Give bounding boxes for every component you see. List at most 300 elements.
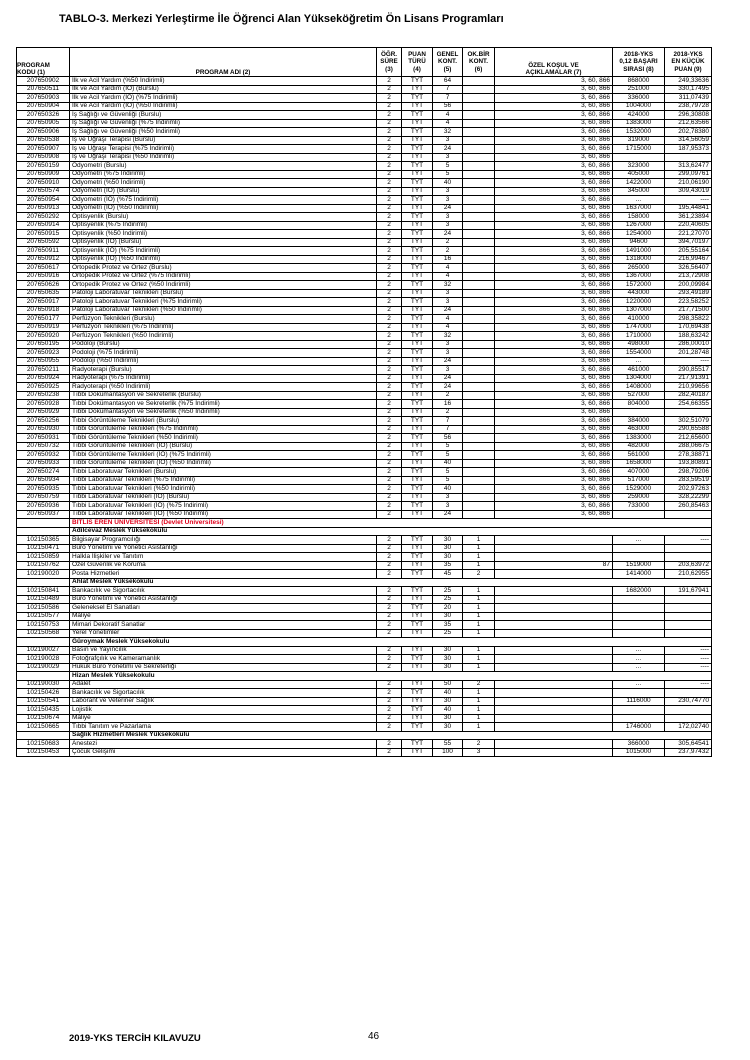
cell-score-type: TYT — [402, 663, 433, 672]
cell-program-name: Optisyenlik (İÖ) (%75 İndirimli) — [70, 247, 377, 256]
cell-min-score: 237,97432 — [665, 748, 712, 757]
cell-program-name: Tıbbi Görüntüleme Teknikleri (İÖ) (%50 İndirimli) — [70, 459, 377, 468]
cell-general-quota: 3 — [433, 187, 463, 196]
cell-ob-quota: 1 — [463, 604, 495, 613]
table-row — [17, 536, 712, 545]
cell-conditions: 3, 60, 866 — [495, 196, 613, 205]
cell-score-type: TYT — [402, 332, 433, 341]
cell-program-code: 207650909 — [17, 170, 70, 179]
cell-conditions — [495, 706, 613, 715]
table-row — [17, 595, 712, 604]
cell-program-code: 207650732 — [17, 442, 70, 451]
cell-ob-quota: 2 — [463, 570, 495, 579]
cell-general-quota: 3 — [433, 213, 463, 222]
cell-program-name: Odyometri (İÖ) (%75 İndirimli) — [70, 196, 377, 205]
cell-general-quota: 7 — [433, 94, 463, 103]
cell-duration: 2 — [377, 612, 402, 621]
cell-min-score: 195,44841 — [665, 204, 712, 213]
cell-duration: 2 — [377, 570, 402, 579]
table-row — [17, 94, 712, 103]
cell-score-type: TYT — [402, 706, 433, 715]
cell-ob-quota: 2 — [463, 680, 495, 689]
cell-program-name: Ortopedik Protez ve Ortez (%50 İndirimli) — [70, 281, 377, 290]
cell-program-code: 207650931 — [17, 434, 70, 443]
cell-general-quota: 55 — [433, 740, 463, 749]
cell-conditions: 3, 60, 866 — [495, 451, 613, 460]
cell-min-score: 260,85463 — [665, 502, 712, 511]
cell-program-name: Podoloji (%75 İndirimli) — [70, 349, 377, 358]
cell-general-quota: 3 — [433, 221, 463, 230]
cell-ob-quota — [463, 485, 495, 494]
cell-duration: 2 — [377, 170, 402, 179]
cell-min-score: 305,64541 — [665, 740, 712, 749]
cell-program-code: 102190020 — [17, 570, 70, 579]
cell-min-score: 203,63972 — [665, 561, 712, 570]
cell-duration: 2 — [377, 493, 402, 502]
cell-min-score: 288,06675 — [665, 442, 712, 451]
cell-conditions: 3, 60, 866 — [495, 213, 613, 222]
cell-program-name: Tıbbi Görüntüleme Teknikleri (%50 İndirimli) — [70, 434, 377, 443]
cell-program-code: 102150489 — [17, 595, 70, 604]
table-row — [17, 153, 712, 162]
cell-general-quota: 30 — [433, 536, 463, 545]
cell-general-quota: 35 — [433, 621, 463, 630]
cell-general-quota: 5 — [433, 451, 463, 460]
cell-duration: 2 — [377, 145, 402, 154]
cell-ob-quota — [463, 230, 495, 239]
cell-score-type: TYT — [402, 748, 433, 757]
table-row — [17, 425, 712, 434]
cell-duration: 2 — [377, 221, 402, 230]
cell-program-name: Mimari Dekoratif Sanatlar — [70, 621, 377, 630]
cell-min-score: 249,33636 — [665, 77, 712, 86]
cell-program-name: Bankacılık ve Sigortacılık — [70, 587, 377, 596]
cell-min-score: ---- — [665, 196, 712, 205]
cell-score-type: TYT — [402, 298, 433, 307]
cell-ob-quota: 1 — [463, 697, 495, 706]
cell-min-score: 191,67941 — [665, 587, 712, 596]
cell-rank: ... — [613, 680, 665, 689]
cell-program-name: Halkla İlişkiler ve Tanıtım — [70, 553, 377, 562]
cell-program-name: İlk ve Acil Yardım (İÖ) (%75 İndirimli) — [70, 94, 377, 103]
cell-rank: ... — [613, 655, 665, 664]
cell-min-score — [665, 553, 712, 562]
cell-general-quota: 32 — [433, 332, 463, 341]
table-row — [17, 187, 712, 196]
cell-score-type: TYT — [402, 179, 433, 188]
table-row — [17, 391, 712, 400]
cell-program-code: 102150568 — [17, 629, 70, 638]
cell-rank — [613, 510, 665, 519]
cell-program-name: Laborant ve Veteriner Sağlık — [70, 697, 377, 706]
cell-conditions: 3, 60, 866 — [495, 179, 613, 188]
table-row — [17, 119, 712, 128]
cell-general-quota: 25 — [433, 587, 463, 596]
cell-program-code: 207650917 — [17, 298, 70, 307]
cell-program-code: 207650159 — [17, 162, 70, 171]
cell-conditions: 3, 60, 866 — [495, 468, 613, 477]
cell-score-type: TYT — [402, 238, 433, 247]
cell-rank — [613, 629, 665, 638]
cell-conditions: 3, 60, 866 — [495, 391, 613, 400]
cell-score-type: TYT — [402, 145, 433, 154]
table-row — [17, 230, 712, 239]
cell-duration: 2 — [377, 629, 402, 638]
table-row — [17, 451, 712, 460]
cell-rank: 498000 — [613, 340, 665, 349]
cell-program-name: Podoloji (%50 İndirimli) — [70, 357, 377, 366]
table-row — [17, 400, 712, 409]
cell-conditions — [495, 663, 613, 672]
cell-conditions — [495, 604, 613, 613]
table-row — [17, 646, 712, 655]
cell-min-score: 394,70197 — [665, 238, 712, 247]
cell-ob-quota — [463, 213, 495, 222]
cell-general-quota: 30 — [433, 663, 463, 672]
cell-score-type: TYT — [402, 697, 433, 706]
cell-general-quota: 30 — [433, 646, 463, 655]
cell-score-type: TYT — [402, 119, 433, 128]
cell-ob-quota — [463, 289, 495, 298]
cell-ob-quota — [463, 434, 495, 443]
cell-score-type: TYT — [402, 612, 433, 621]
cell-duration: 2 — [377, 408, 402, 417]
cell-min-score: ---- — [665, 357, 712, 366]
cell-min-score: 293,49189 — [665, 289, 712, 298]
cell-score-type: TYT — [402, 646, 433, 655]
cell-program-name: Optisyenlik (İÖ) (%50 İndirimli) — [70, 255, 377, 264]
cell-program-code: 207650292 — [17, 213, 70, 222]
cell-rank: ... — [613, 663, 665, 672]
cell-conditions — [495, 587, 613, 596]
cell-rank: 1658000 — [613, 459, 665, 468]
cell-program-code: 207650916 — [17, 272, 70, 281]
cell-ob-quota — [463, 264, 495, 273]
cell-rank: 1747000 — [613, 323, 665, 332]
cell-conditions: 3, 60, 866 — [495, 247, 613, 256]
cell-conditions — [495, 748, 613, 757]
cell-blank — [17, 672, 70, 681]
cell-score-type: TYT — [402, 425, 433, 434]
table-row — [17, 612, 712, 621]
cell-rank: 1710000 — [613, 332, 665, 341]
cell-ob-quota — [463, 332, 495, 341]
cell-rank: 1746000 — [613, 723, 665, 732]
cell-program-code: 102150586 — [17, 604, 70, 613]
cell-duration: 2 — [377, 663, 402, 672]
cell-duration: 2 — [377, 536, 402, 545]
cell-ob-quota — [463, 493, 495, 502]
cell-score-type: TYT — [402, 306, 433, 315]
cell-conditions — [495, 689, 613, 698]
cell-rank: 1004000 — [613, 102, 665, 111]
cell-ob-quota — [463, 145, 495, 154]
cell-rank — [613, 621, 665, 630]
cell-program-code: 102150365 — [17, 536, 70, 545]
cell-rank: 1318000 — [613, 255, 665, 264]
cell-general-quota: 24 — [433, 383, 463, 392]
cell-rank: ... — [613, 196, 665, 205]
cell-score-type: TYT — [402, 315, 433, 324]
cell-rank: 561000 — [613, 451, 665, 460]
cell-general-quota: 24 — [433, 230, 463, 239]
cell-min-score: ---- — [665, 680, 712, 689]
cell-duration: 2 — [377, 340, 402, 349]
cell-conditions: 3, 60, 866 — [495, 502, 613, 511]
cell-score-type: TYT — [402, 247, 433, 256]
cell-duration: 2 — [377, 366, 402, 375]
table-row — [17, 434, 712, 443]
cell-program-code: 102190029 — [17, 663, 70, 672]
cell-general-quota: 2 — [433, 391, 463, 400]
cell-program-name: Büro Yönetimi ve Yönetici Asistanlığı — [70, 544, 377, 553]
cell-general-quota: 7 — [433, 417, 463, 426]
cell-duration: 2 — [377, 553, 402, 562]
cell-duration: 2 — [377, 102, 402, 111]
cell-min-score: 223,58252 — [665, 298, 712, 307]
cell-score-type: TYT — [402, 357, 433, 366]
cell-min-score: 213,72908 — [665, 272, 712, 281]
table-row — [17, 179, 712, 188]
cell-ob-quota — [463, 94, 495, 103]
cell-rank — [613, 553, 665, 562]
cell-min-score: 309,43019 — [665, 187, 712, 196]
cell-rank: 410000 — [613, 315, 665, 324]
cell-program-name: Hukuk Büro Yönetimi ve Sekreterliği — [70, 663, 377, 672]
cell-ob-quota — [463, 196, 495, 205]
cell-score-type: TYT — [402, 94, 433, 103]
cell-min-score: 286,00010 — [665, 340, 712, 349]
cell-general-quota: 35 — [433, 561, 463, 570]
cell-duration: 2 — [377, 315, 402, 324]
cell-duration: 2 — [377, 128, 402, 137]
school-row — [17, 672, 712, 681]
table-row — [17, 128, 712, 137]
cell-program-name: Özel Güvenlik ve Koruma — [70, 561, 377, 570]
cell-program-code: 102190030 — [17, 680, 70, 689]
cell-general-quota: 2 — [433, 408, 463, 417]
cell-program-name: Tıbbi Dokümantasyon ve Sekreterlik (%50 İndirimli) — [70, 408, 377, 417]
cell-program-name: Radyoterapi (%50 İndirimli) — [70, 383, 377, 392]
cell-general-quota: 3 — [433, 340, 463, 349]
cell-program-code: 102150541 — [17, 697, 70, 706]
cell-score-type: TYT — [402, 136, 433, 145]
table-row — [17, 289, 712, 298]
cell-conditions: 3, 60, 866 — [495, 442, 613, 451]
cell-duration: 2 — [377, 247, 402, 256]
cell-min-score — [665, 621, 712, 630]
cell-conditions: 3, 60, 866 — [495, 238, 613, 247]
cell-general-quota: 40 — [433, 485, 463, 494]
cell-conditions: 87 — [495, 561, 613, 570]
cell-min-score — [665, 629, 712, 638]
table-row — [17, 485, 712, 494]
cell-conditions: 3, 60, 866 — [495, 230, 613, 239]
cell-conditions — [495, 680, 613, 689]
table-row — [17, 374, 712, 383]
cell-program-code: 102150426 — [17, 689, 70, 698]
table-header-row — [17, 48, 712, 77]
cell-ob-quota — [463, 391, 495, 400]
cell-program-code: 207650759 — [17, 493, 70, 502]
cell-rank: 1408000 — [613, 383, 665, 392]
cell-score-type: TYT — [402, 77, 433, 86]
table-row — [17, 264, 712, 273]
cell-program-name: Tıbbi Laboratuvar Teknikleri (%75 İndirimli) — [70, 476, 377, 485]
cell-duration: 2 — [377, 697, 402, 706]
cell-score-type: TYT — [402, 561, 433, 570]
cell-general-quota: 56 — [433, 434, 463, 443]
cell-rank: 1529000 — [613, 485, 665, 494]
cell-rank: 336000 — [613, 94, 665, 103]
cell-ob-quota — [463, 340, 495, 349]
cell-score-type: TYT — [402, 255, 433, 264]
cell-program-code: 207650906 — [17, 128, 70, 137]
cell-min-score: 254,66355 — [665, 400, 712, 409]
cell-program-name: Ortopedik Protez ve Ortez (%75 İndirimli) — [70, 272, 377, 281]
cell-duration: 2 — [377, 561, 402, 570]
cell-min-score: 200,09984 — [665, 281, 712, 290]
cell-score-type: TYT — [402, 204, 433, 213]
cell-general-quota: 24 — [433, 145, 463, 154]
cell-program-name: Odyometri (Burslu) — [70, 162, 377, 171]
cell-general-quota: 24 — [433, 357, 463, 366]
header-min-score: 2018-YKS EN KÜÇÜK PUAN (9) — [665, 48, 712, 77]
cell-ob-quota — [463, 349, 495, 358]
cell-program-name: Tıbbi Görüntüleme Teknikleri (İÖ) (Burslu) — [70, 442, 377, 451]
cell-program-code: 102150841 — [17, 587, 70, 596]
cell-ob-quota — [463, 111, 495, 120]
cell-program-name: Tıbbi Dokümantasyon ve Sekreterlik (Burslu) — [70, 391, 377, 400]
cell-duration: 2 — [377, 374, 402, 383]
cell-general-quota: 24 — [433, 510, 463, 519]
cell-min-score: 282,40187 — [665, 391, 712, 400]
cell-rank: 319000 — [613, 136, 665, 145]
cell-ob-quota: 1 — [463, 706, 495, 715]
cell-conditions — [495, 629, 613, 638]
cell-min-score — [665, 595, 712, 604]
cell-program-name: Optisyenlik (Burslu) — [70, 213, 377, 222]
school-name: Güroymak Meslek Yüksekokulu — [70, 638, 712, 647]
cell-rank: 517000 — [613, 476, 665, 485]
cell-conditions: 3, 60, 866 — [495, 204, 613, 213]
cell-program-code: 102150577 — [17, 612, 70, 621]
cell-score-type: TYT — [402, 502, 433, 511]
cell-duration: 2 — [377, 111, 402, 120]
cell-score-type: TYT — [402, 340, 433, 349]
cell-conditions: 3, 60, 866 — [495, 476, 613, 485]
cell-program-code: 207650954 — [17, 196, 70, 205]
cell-score-type: TYT — [402, 408, 433, 417]
cell-rank: 1367000 — [613, 272, 665, 281]
cell-score-type: TYT — [402, 604, 433, 613]
cell-general-quota: 3 — [433, 153, 463, 162]
cell-general-quota: 2 — [433, 238, 463, 247]
cell-general-quota: 5 — [433, 476, 463, 485]
cell-min-score: 205,55164 — [665, 247, 712, 256]
cell-program-name: Patoloji Laboratuvar Teknikleri (%50 İndirimli) — [70, 306, 377, 315]
cell-score-type: TYT — [402, 128, 433, 137]
table-row — [17, 621, 712, 630]
cell-program-code: 207650256 — [17, 417, 70, 426]
cell-score-type: TYT — [402, 689, 433, 698]
cell-general-quota: 3 — [433, 502, 463, 511]
cell-conditions: 3, 60, 866 — [495, 400, 613, 409]
cell-score-type: TYT — [402, 629, 433, 638]
school-name: Adilcevaz Meslek Yüksekokulu — [70, 527, 712, 536]
cell-conditions: 3, 60, 866 — [495, 485, 613, 494]
cell-rank — [613, 714, 665, 723]
cell-ob-quota — [463, 187, 495, 196]
cell-rank: 1682000 — [613, 587, 665, 596]
cell-program-code: 207650592 — [17, 238, 70, 247]
cell-ob-quota: 1 — [463, 723, 495, 732]
cell-conditions: 3, 60, 866 — [495, 306, 613, 315]
table-row — [17, 629, 712, 638]
cell-duration: 2 — [377, 510, 402, 519]
cell-duration: 2 — [377, 383, 402, 392]
cell-rank: 424000 — [613, 111, 665, 120]
cell-ob-quota: 3 — [463, 748, 495, 757]
cell-score-type: TYT — [402, 536, 433, 545]
cell-ob-quota — [463, 204, 495, 213]
cell-program-code: 207650904 — [17, 102, 70, 111]
cell-blank — [17, 578, 70, 587]
cell-min-score: 193,80891 — [665, 459, 712, 468]
cell-ob-quota: 2 — [463, 740, 495, 749]
cell-score-type: TYT — [402, 289, 433, 298]
cell-program-name: İş Sağlığı ve Güvenliği (%50 İndirimli) — [70, 128, 377, 137]
cell-min-score: 302,51079 — [665, 417, 712, 426]
cell-min-score: 202,78380 — [665, 128, 712, 137]
cell-ob-quota — [463, 502, 495, 511]
cell-rank — [613, 408, 665, 417]
cell-rank: 1267000 — [613, 221, 665, 230]
cell-ob-quota: 1 — [463, 714, 495, 723]
school-row — [17, 731, 712, 740]
table-row — [17, 85, 712, 94]
cell-ob-quota — [463, 128, 495, 137]
cell-score-type: TYT — [402, 493, 433, 502]
cell-program-name: Yerel Yönetimler — [70, 629, 377, 638]
cell-min-score: 221,27070 — [665, 230, 712, 239]
cell-ob-quota — [463, 255, 495, 264]
cell-general-quota: 40 — [433, 689, 463, 698]
cell-general-quota: 3 — [433, 136, 463, 145]
cell-min-score: 170,69438 — [665, 323, 712, 332]
cell-rank: 407000 — [613, 468, 665, 477]
table-row — [17, 315, 712, 324]
cell-program-name: İş Sağlığı ve Güvenliği (%75 İndirimli) — [70, 119, 377, 128]
cell-program-code: 207650274 — [17, 468, 70, 477]
cell-program-name: Patoloji Laboratuvar Teknikleri (Burslu) — [70, 289, 377, 298]
page-title: TABLO-3. Merkezi Yerleştirme İle Öğrenci Alan Yükseköğretim Ön Lisans Programları — [59, 13, 504, 25]
cell-min-score: 202,97263 — [665, 485, 712, 494]
cell-rank: 158000 — [613, 213, 665, 222]
cell-rank: 1715000 — [613, 145, 665, 154]
cell-ob-quota: 1 — [463, 629, 495, 638]
cell-program-code: 207650937 — [17, 510, 70, 519]
cell-score-type: TYT — [402, 323, 433, 332]
cell-general-quota: 30 — [433, 655, 463, 664]
cell-duration: 2 — [377, 77, 402, 86]
cell-duration: 2 — [377, 255, 402, 264]
cell-score-type: TYT — [402, 281, 433, 290]
cell-rank: 405000 — [613, 170, 665, 179]
cell-rank: 804000 — [613, 400, 665, 409]
cell-ob-quota — [463, 306, 495, 315]
cell-ob-quota: 1 — [463, 621, 495, 630]
